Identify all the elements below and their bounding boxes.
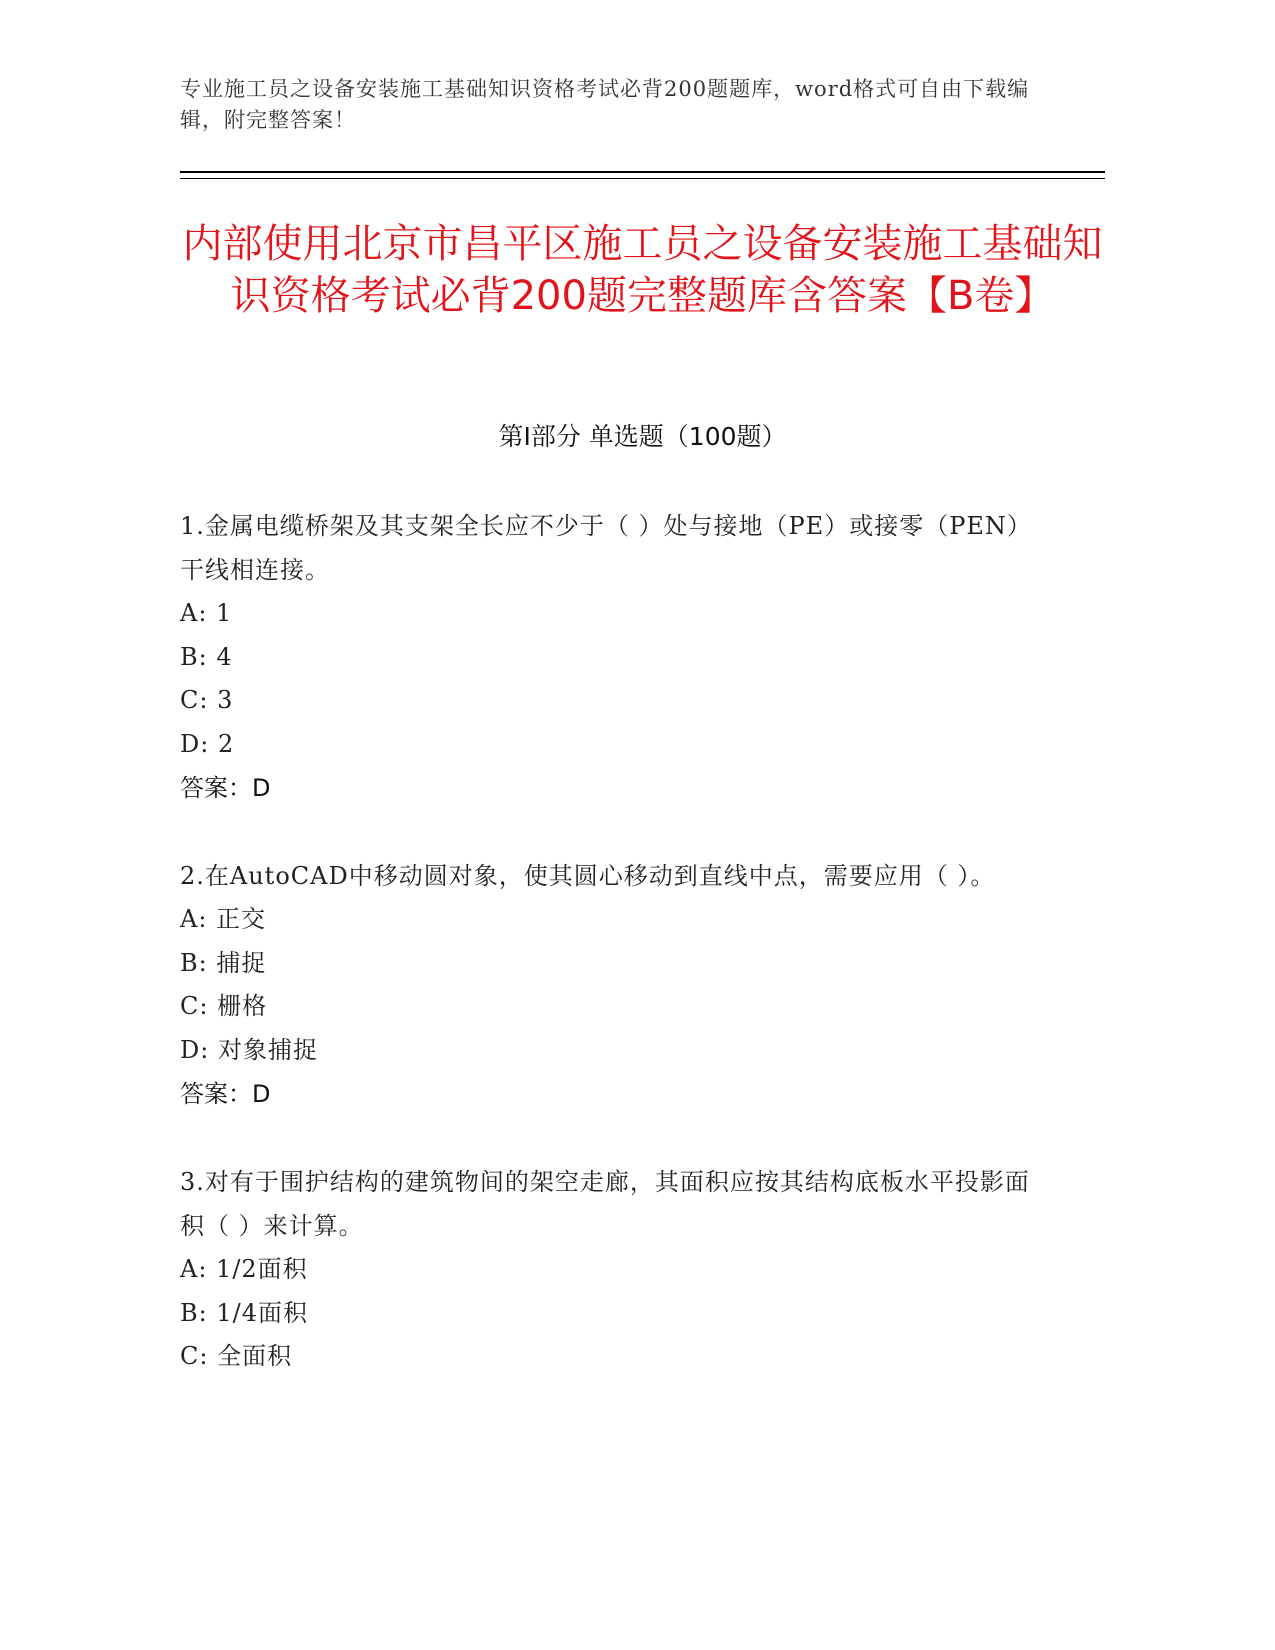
option-d: D: 2	[180, 729, 235, 758]
option-c: C: 3	[180, 686, 234, 714]
header-divider-thin	[180, 178, 1105, 179]
question-stem: 2.在AutoCAD中移动圆对象，使其圆心移动到直线中点，需要应用（ ）。	[180, 862, 996, 890]
option-b: B: 4	[180, 642, 233, 671]
option-d: D: 对象捕捉	[180, 1035, 318, 1064]
document-title: 内部使用北京市昌平区施工员之设备安装施工基础知识资格考试必背200题完整题库含答案【B卷】	[182, 221, 1103, 319]
question-1	[180, 504, 1030, 810]
answer-line: 答案：D	[180, 1080, 271, 1108]
question-2	[180, 854, 1030, 1116]
option-b: B: 捕捉	[180, 948, 267, 977]
answer-line: 答案：D	[180, 774, 271, 802]
header-divider-thick	[180, 171, 1105, 173]
option-a: A: 1/2面积	[180, 1255, 308, 1283]
option-c: C: 栅格	[180, 992, 268, 1020]
section-heading: 第I部分 单选题（100题）	[498, 422, 787, 451]
question-list	[180, 504, 1030, 1423]
option-a: A: 正交	[180, 905, 267, 933]
header-note: 专业施工员之设备安装施工基础知识资格考试必背200题题库，word格式可自由下载编辑，附完整答案！	[180, 77, 1030, 132]
option-a: A: 1	[180, 599, 233, 627]
question-stem: 1.金属电缆桥架及其支架全长应不少于（ ）处与接地（PE）或接零（PEN）干线相连接。	[180, 512, 1020, 584]
question-stem: 3.对有于围护结构的建筑物间的架空走廊，其面积应按其结构底板水平投影面积（ ）来计算。	[180, 1168, 1030, 1240]
option-c: C: 全面积	[180, 1342, 293, 1370]
option-b: B: 1/4面积	[180, 1298, 308, 1327]
question-3	[180, 1160, 1030, 1379]
